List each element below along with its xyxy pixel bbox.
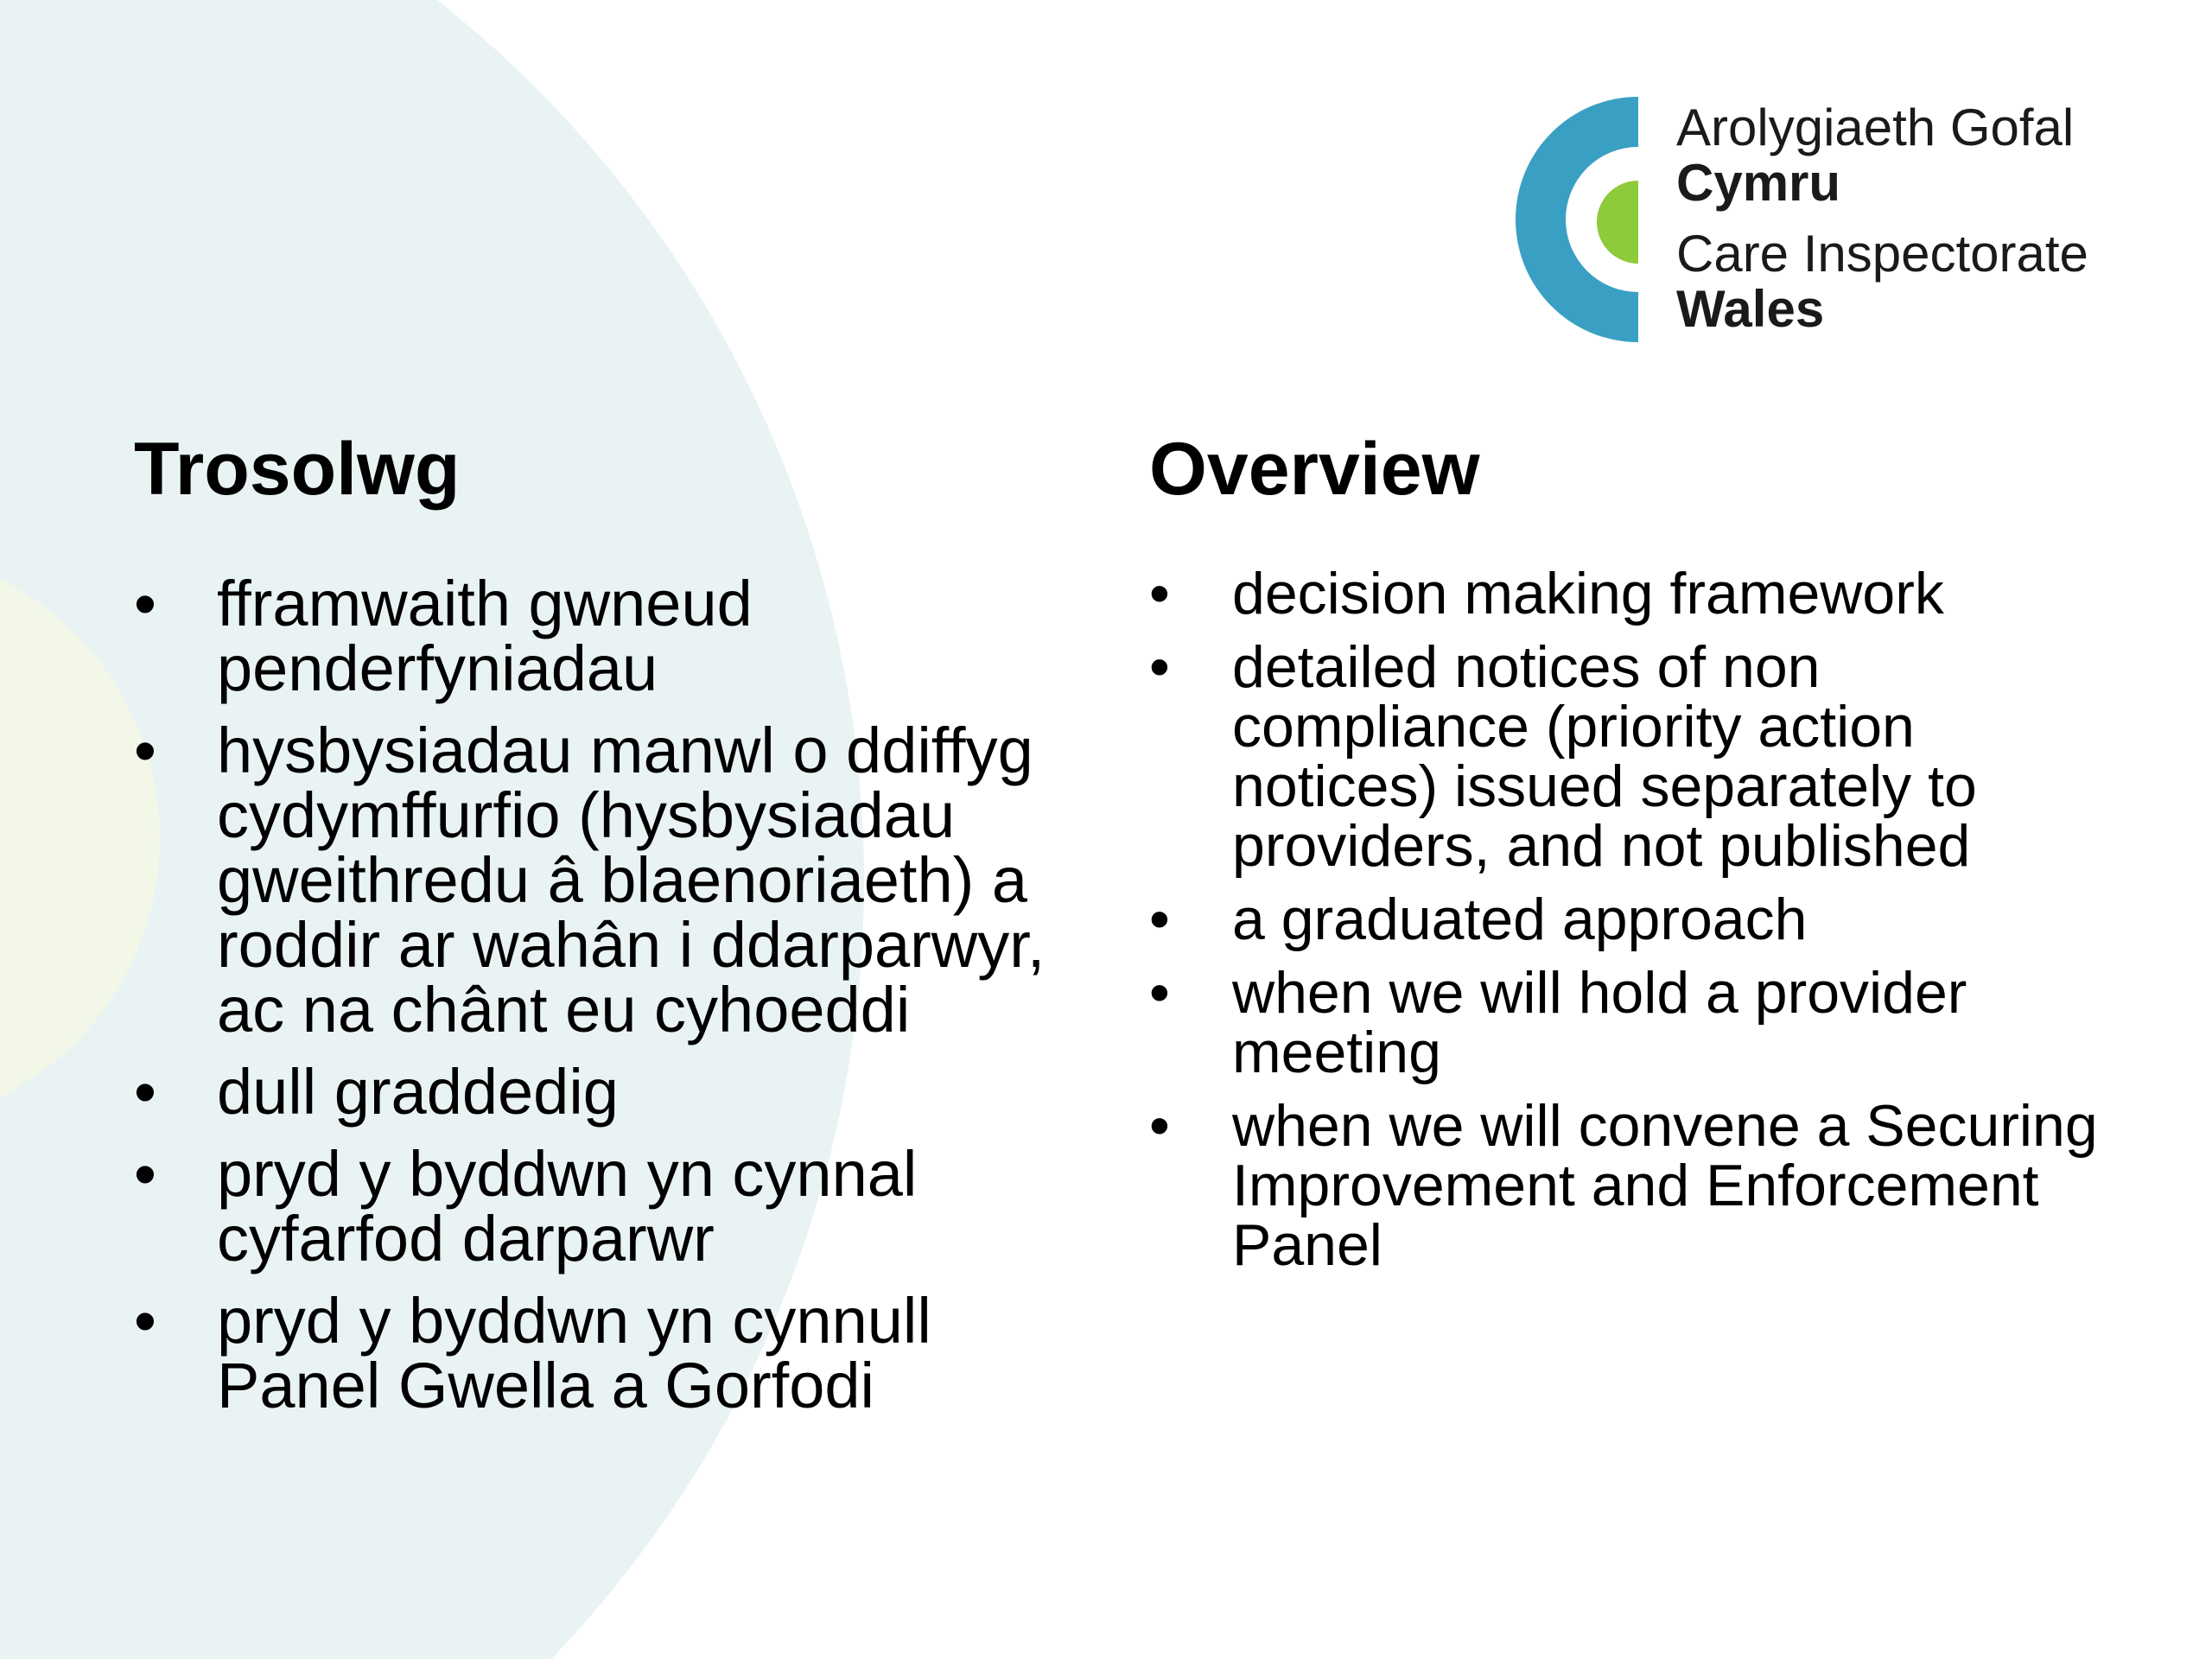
list-item: • detailed notices of non compliance (priority action notices) issued separately to providers, and not published (1149, 638, 2117, 876)
list-item: • pryd y byddwn yn cynnal cyfarfod darparwr (134, 1141, 1067, 1271)
cic-logo-icon (1493, 97, 1666, 356)
list-item: • hysbysiadau manwl o ddiffyg cydymffurfio (hysbysiadau gweithredu â blaenoriaeth) a roddir ar wahân i ddarparwyr, ac na chânt eu cyhoeddi (134, 718, 1067, 1042)
list-item: • when we will hold a provider meeting (1149, 963, 2117, 1083)
logo-english-line2: Wales (1676, 280, 1825, 338)
welsh-column (134, 428, 1067, 1435)
list-item: • fframwaith gwneud penderfyniadau (134, 571, 1067, 701)
list-item: • a graduated approach (1149, 890, 2117, 950)
list-item: • when we will convene a Securing Improvement and Enforcement Panel (1149, 1096, 2117, 1275)
cic-logo (1493, 97, 2150, 356)
logo-wordmark (1676, 100, 2088, 337)
english-bullet-list (1149, 561, 2117, 1278)
logo-welsh-line1: Arolygiaeth Gofal (1676, 99, 2075, 156)
logo-english-line1: Care Inspectorate (1676, 225, 2088, 283)
logo-welsh-line2: Cymru (1676, 154, 1841, 212)
list-item: • decision making framework (1149, 564, 2117, 624)
welsh-bullet-list (134, 568, 1067, 1421)
list-item: • dull graddedig (134, 1059, 1067, 1124)
english-title: Overview (1149, 428, 1480, 511)
english-column (1149, 428, 2117, 1289)
welsh-title: Trosolwg (134, 428, 461, 511)
list-item: • pryd y byddwn yn cynnull Panel Gwella a Gorfodi (134, 1288, 1067, 1418)
